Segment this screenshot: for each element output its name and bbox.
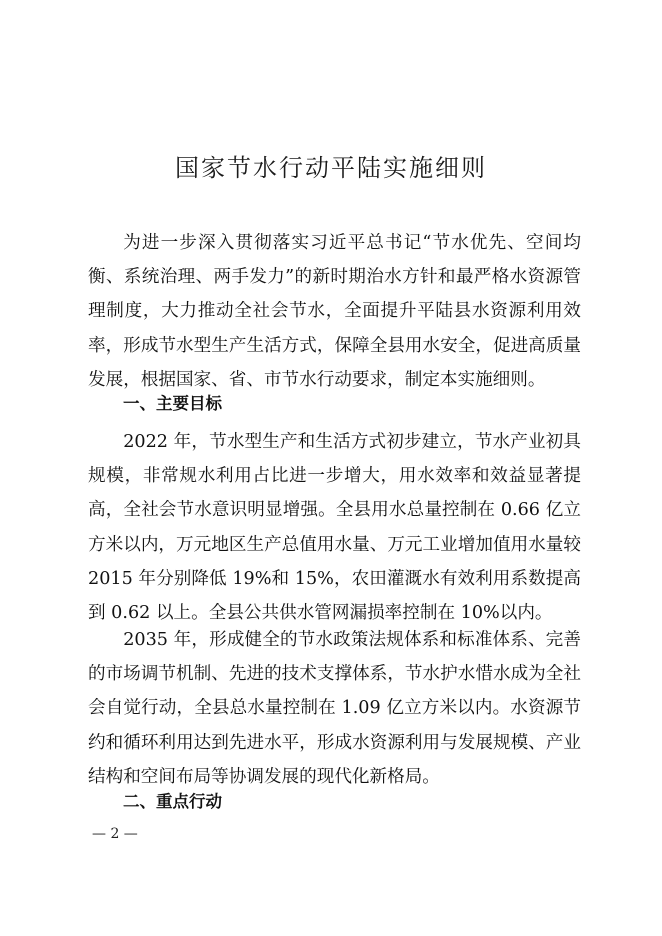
goal-2022-paragraph: 2022 年，节水型生产和生活方式初步建立，节水产业初具规模，非常规水利用占比进一步增大，用水效率和效益显著提高，全社会节水意识明显增强。全县用水总量控制在 0.66 亿立方米以内，万元地区生产总值用水量、万元工业增加值用水量较 2015 年分别降低 19%和 15%，农田灌溉水有效利用系数提高到 0.62 以上。全县公共供水管网漏损率控制在 10%以内。 (88, 432, 581, 624)
goal-2035-paragraph: 2035 年，形成健全的节水政策法规体系和标准体系、完善的市场调节机制、先进的技术支撑体系，节水护水惜水成为全社会自觉行动，全县总水量控制在 1.09 亿立方米以内。水资源节约和循环利用达到先进水平，形成水资源利用与发展规模、产业结构和空间布局等协调发展的现代化新格局。 (88, 630, 581, 787)
document-title: 国家节水行动平陆实施细则 (175, 154, 487, 182)
section-heading-main-goals: 一、主要目标 (123, 394, 222, 413)
intro-paragraph: 为进一步深入贯彻落实习近平总书记“节水优先、空间均衡、系统治理、两手发力”的新时期治水方针和最严格水资源管理制度，大力推动全社会节水，全面提升平陆县水资源利用效率，形成节水型生产生活方式，保障全县用水安全，促进高质量发展，根据国家、省、市节水行动要求，制定本实施细则。 (88, 233, 581, 390)
section-heading-key-actions: 二、重点行动 (123, 792, 222, 811)
page-number: — 2 — (92, 826, 138, 842)
